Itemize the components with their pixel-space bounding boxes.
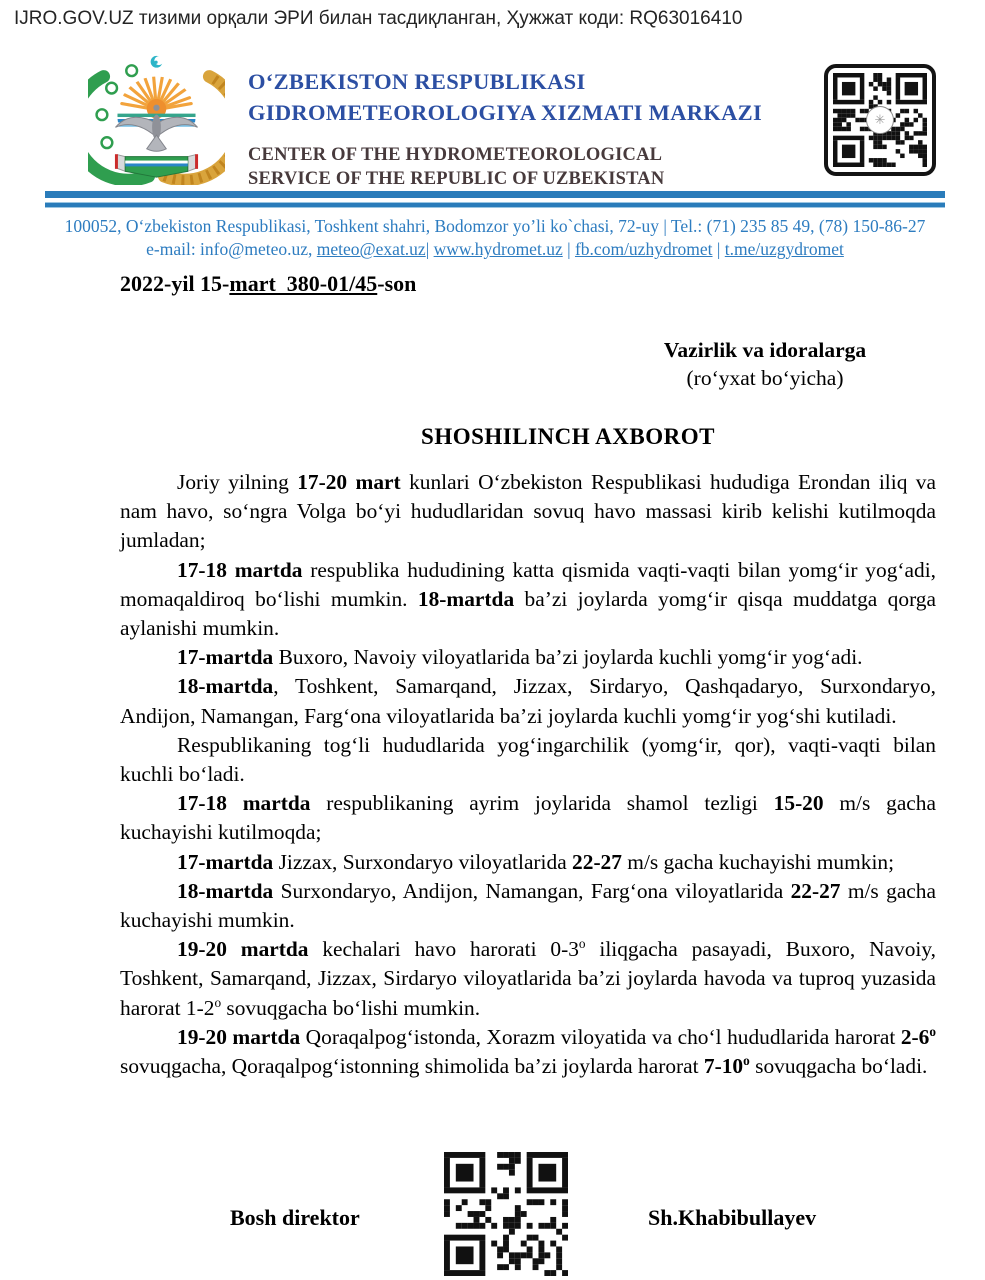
org-name-uz-line1: O‘ZBEKISTON RESPUBLIKASI bbox=[248, 69, 586, 94]
text-run: m/s gacha kuchayishi mumkin; bbox=[621, 849, 895, 874]
text-run: 19-20 martda bbox=[177, 1024, 301, 1049]
uzbekistan-emblem-icon bbox=[88, 53, 225, 190]
text-run: -son bbox=[377, 271, 417, 296]
divider-bar-thick bbox=[45, 191, 945, 198]
org-name-en-line2: SERVICE OF THE REPUBLIC OF UZBEKISTAN bbox=[248, 169, 665, 189]
text-run: m/s gacha kuchayishi kutilmoqda; bbox=[120, 791, 936, 845]
text-run: ba’zi joylarda yomg‘ir qisqa muddatga qorga aylanishi mumkin. bbox=[120, 586, 936, 641]
addressee-line1: Vazirlik va idoralarga bbox=[663, 338, 867, 362]
text-run: 17-martda bbox=[177, 849, 274, 874]
org-name-uz-line2: GIDROMETEOROLOGIYA XIZMATI MARKAZI bbox=[248, 100, 763, 125]
header-divider bbox=[45, 191, 945, 208]
text-run: 22-27 bbox=[572, 849, 622, 874]
body-paragraph bbox=[120, 468, 936, 556]
text-run: o bbox=[929, 1023, 936, 1039]
text-run: Qoraqalpog‘istonda, Xorazm viloyatida va cho‘l hududlarida harorat bbox=[300, 1024, 901, 1049]
text-run: Respublikaning tog‘li hududlarida yog‘ingarchilik (yomg‘ir, qor), vaqti-vaqti bilan kuchli bo‘ladi. bbox=[120, 732, 936, 787]
text-run: 2022-yil 15- bbox=[120, 271, 230, 296]
body-paragraph bbox=[120, 848, 936, 877]
body-paragraph bbox=[120, 1023, 936, 1081]
text-run: 17-20 mart bbox=[297, 470, 401, 494]
text-run: o bbox=[743, 1052, 750, 1068]
text-run: | bbox=[712, 239, 725, 259]
text-run: 18-martda bbox=[177, 878, 274, 903]
link-facebook[interactable]: fb.com/uzhydromet bbox=[574, 239, 713, 259]
text-run: 2-6 bbox=[900, 1024, 930, 1049]
text-run: Joriy yilning bbox=[177, 470, 298, 494]
text-run: kechalari havo harorati 0-3 bbox=[308, 937, 579, 962]
signer-position: Bosh direktor bbox=[230, 1205, 360, 1230]
text-run: 17-18 martda bbox=[177, 791, 311, 816]
text-run: | bbox=[562, 239, 575, 259]
link-exat-email[interactable]: meteo@exat.uz bbox=[316, 239, 426, 259]
text-run: 15-20 bbox=[773, 791, 824, 816]
addressee-line2: (ro‘yxat bo‘yicha) bbox=[686, 366, 844, 390]
text-run: kunlari O‘zbekiston Respublikasi hududiga Erondan iliq va nam havo, so‘ngra Volga bo‘yi hududlaridan sovuq havo massasi kirib kelishi kutilmoqda jumladan; bbox=[120, 470, 936, 553]
text-run: iliqgacha pasayadi, Buxoro, Navoiy, Toshkent, Samarqand, Jizzax, Sirdaryo viloyatlarida ba’zi joylarda havoda va tuproq yuzasida harorat 1-2 bbox=[120, 937, 937, 1020]
body-paragraph bbox=[120, 877, 936, 935]
org-name-en-line1: CENTER OF THE HYDROMETEOROLOGICAL bbox=[248, 145, 663, 165]
text-run: respublikaning ayrim joylarida shamol tezligi bbox=[310, 791, 774, 816]
body-paragraph bbox=[120, 556, 936, 644]
document-title: SHOSHILINCH AXBOROT bbox=[421, 424, 715, 449]
text-run: sovuqgacha bo‘ladi. bbox=[749, 1054, 928, 1079]
body-paragraph bbox=[120, 643, 936, 672]
text-run: Surxondaryo, Andijon, Namangan, Farg‘ona viloyatlarida bbox=[273, 878, 791, 903]
text-run: o bbox=[578, 936, 586, 952]
text-run: sovuqgacha bo‘lishi mumkin. bbox=[221, 995, 481, 1020]
body-paragraph bbox=[120, 731, 936, 789]
text-run: mart 380-01/45 bbox=[229, 271, 378, 296]
divider-bar-thin bbox=[45, 202, 945, 208]
text-run: 18-martda bbox=[417, 586, 515, 611]
document-body bbox=[120, 468, 936, 1081]
email-line bbox=[45, 238, 945, 261]
text-run: 17-martda bbox=[177, 645, 274, 670]
text-run: Jizzax, Surxondaryo viloyatlarida bbox=[273, 849, 573, 874]
document-date-number bbox=[120, 271, 416, 297]
verification-qr-code bbox=[824, 64, 936, 176]
contact-block bbox=[45, 215, 945, 261]
text-run: , Toshkent, Samarqand, Jizzax, Sirdaryo, Qashqadaryo, Surxondaryo, Andijon, Namangan, Farg‘ona viloyatlarida ba’zi joylarda kuchli yomg‘ir yog‘shi kutiladi. bbox=[120, 674, 936, 728]
addressee-block bbox=[585, 336, 945, 392]
body-paragraph bbox=[120, 935, 936, 1023]
text-run: 18-martda bbox=[177, 674, 274, 699]
address-line: 100052, O‘zbekiston Respublikasi, Toshkent shahri, Bodomzor yo’li ko`chasi, 72-uy | Tel.: (71) 235 85 49, (78) 150-86-27 bbox=[64, 216, 926, 236]
text-run: | bbox=[425, 239, 434, 259]
text-run: e-mail: info@meteo.uz, bbox=[146, 239, 317, 259]
text-run: sovuqgacha, Qoraqalpog‘istonning shimolida ba’zi joylarda harorat bbox=[120, 1054, 704, 1079]
text-run: 22-27 bbox=[790, 878, 841, 903]
link-telegram[interactable]: t.me/uzgydromet bbox=[724, 239, 844, 259]
signer-name: Sh.Khabibullayev bbox=[648, 1205, 817, 1230]
body-paragraph bbox=[120, 672, 936, 730]
text-run: m/s gacha kuchayishi mumkin. bbox=[120, 878, 936, 933]
eri-certification-line: IJRO.GOV.UZ тизими орқали ЭРИ билан тасдиқланган, Ҳужжат коди: RQ63016410 bbox=[14, 8, 743, 29]
signature-qr-code bbox=[444, 1152, 568, 1276]
text-run: Buxoro, Navoiy viloyatlarida ba’zi joylarda kuchli yomg‘ir yog‘adi. bbox=[273, 645, 863, 670]
text-run: 19-20 martda bbox=[177, 937, 309, 962]
text-run: o bbox=[214, 994, 222, 1010]
body-paragraph bbox=[120, 789, 936, 847]
text-run: 17-18 martda bbox=[177, 557, 303, 582]
text-run: 7-10 bbox=[703, 1054, 744, 1079]
org-name-block bbox=[248, 66, 828, 191]
link-hydromet-site[interactable]: www.hydromet.uz bbox=[433, 239, 563, 259]
text-run: respublika hududining katta qismida vaqti-vaqti bilan yomg‘ir yog‘adi, momaqaldiroq bo‘lishi mumkin. bbox=[120, 557, 936, 611]
qr-center-logo-icon: ✳ bbox=[866, 106, 894, 134]
